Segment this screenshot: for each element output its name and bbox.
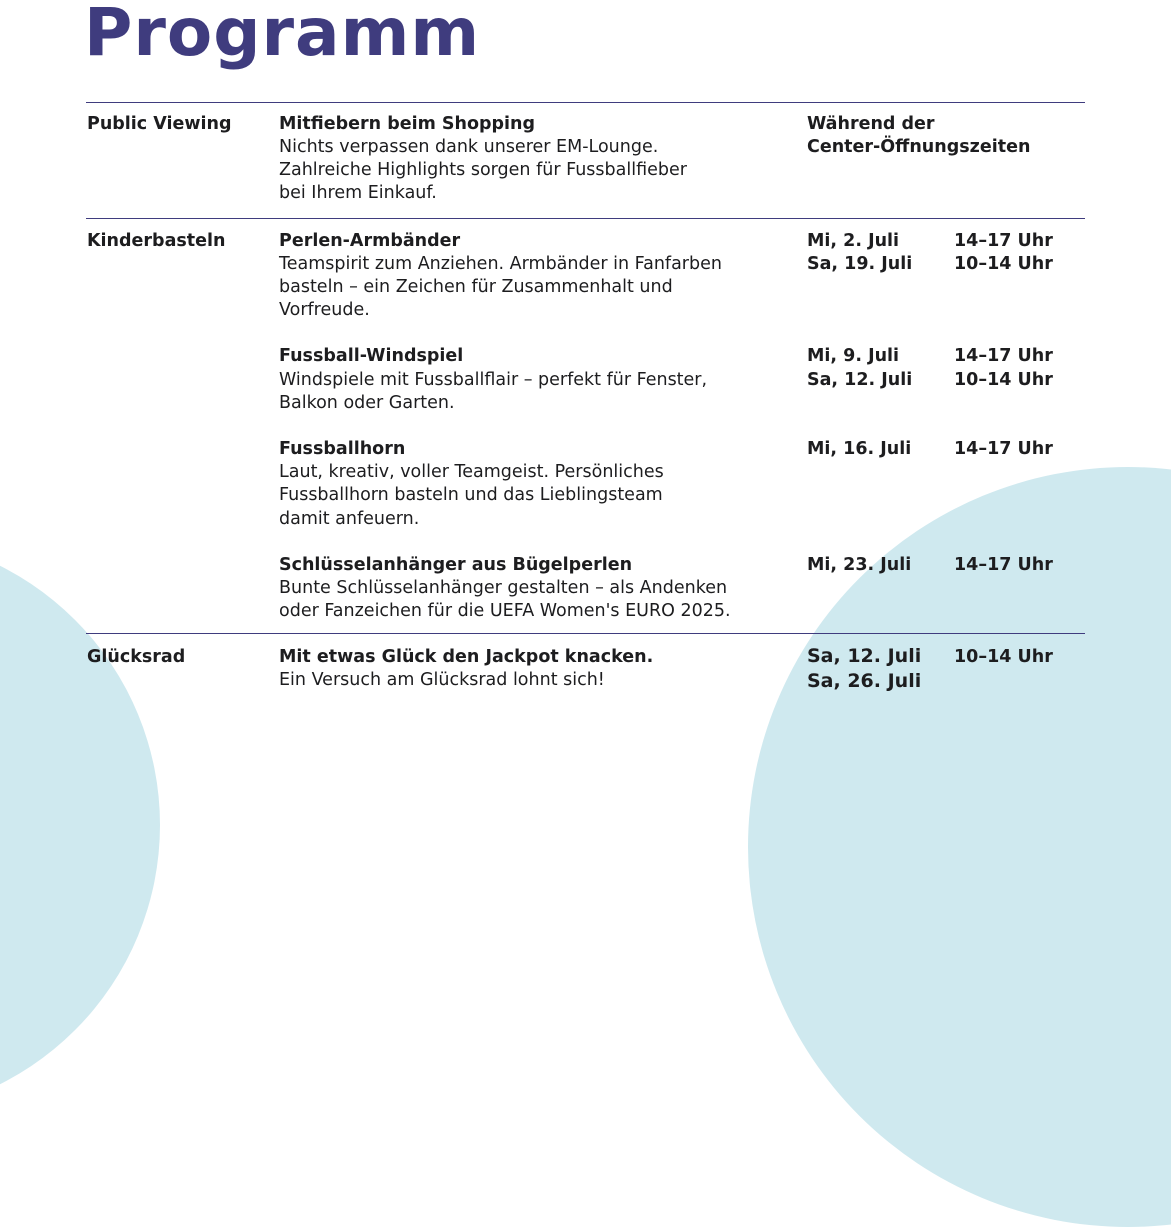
program-description-line: Zahlreiche Highlights sorgen für Fussballfieber — [279, 160, 687, 180]
section-divider — [86, 218, 1085, 219]
program-title: Schlüsselanhänger aus Bügelperlen — [279, 555, 633, 575]
program-description-line: Teamspirit zum Anziehen. Armbänder in Fanfarben — [279, 254, 722, 274]
event-time: 10–14 Uhr — [954, 647, 1053, 667]
page-title: Programm — [84, 0, 481, 71]
program-description-line: Ein Versuch am Glücksrad lohnt sich! — [279, 670, 605, 690]
program-description-line: Laut, kreativ, voller Teamgeist. Persönliches — [279, 462, 664, 482]
schedule-note-line: Center-Öffnungszeiten — [807, 137, 1031, 157]
event-date: Mi, 9. Juli — [807, 346, 900, 366]
program-description-line: damit anfeuern. — [279, 509, 420, 529]
program-title: Perlen-Armbänder — [279, 231, 461, 251]
program-description-line: Windspiele mit Fussballflair – perfekt für Fenster, — [279, 370, 708, 390]
section-divider — [86, 633, 1085, 634]
event-time: 14–17 Uhr — [954, 346, 1053, 366]
program-description-line: oder Fanzeichen für die UEFA Women's EURO 2025. — [279, 601, 731, 621]
program-description-line: Fussballhorn basteln und das Lieblingsteam — [279, 485, 663, 505]
program-description-line: Bunte Schlüsselanhänger gestalten – als Andenken — [279, 578, 728, 598]
schedule-note-line: Während der — [807, 114, 935, 134]
event-time: 14–17 Uhr — [954, 439, 1053, 459]
event-date: Sa, 19. Juli — [807, 254, 913, 274]
program-title: Mitfiebern beim Shopping — [279, 114, 536, 134]
event-date: Mi, 16. Juli — [807, 439, 912, 459]
event-time: 14–17 Uhr — [954, 231, 1053, 251]
program-description-line: basteln – ein Zeichen für Zusammenhalt und — [279, 277, 673, 297]
program-description-line: Vorfreude. — [279, 300, 370, 320]
event-date: Mi, 23. Juli — [807, 555, 912, 575]
program-description-line: Nichts verpassen dank unserer EM-Lounge. — [279, 137, 659, 157]
decorative-circle-right — [748, 467, 1171, 1227]
event-time: 10–14 Uhr — [954, 254, 1053, 274]
event-date: Sa, 12. Juli — [807, 370, 913, 390]
event-date: Sa, 26. Juli — [807, 670, 922, 692]
event-date: Mi, 2. Juli — [807, 231, 900, 251]
event-time: 10–14 Uhr — [954, 370, 1053, 390]
program-description-line: bei Ihrem Einkauf. — [279, 183, 437, 203]
program-description-line: Balkon oder Garten. — [279, 393, 455, 413]
section-category: Public Viewing — [87, 114, 232, 134]
event-time: 14–17 Uhr — [954, 555, 1053, 575]
program-title: Mit etwas Glück den Jackpot knacken. — [279, 647, 654, 667]
decorative-circle-left — [0, 535, 160, 1115]
section-category: Kinderbasteln — [87, 231, 226, 251]
section-category: Glücksrad — [87, 647, 186, 667]
section-divider — [86, 102, 1085, 103]
program-title: Fussballhorn — [279, 439, 406, 459]
program-title: Fussball-Windspiel — [279, 346, 464, 366]
event-date: Sa, 12. Juli — [807, 645, 922, 667]
